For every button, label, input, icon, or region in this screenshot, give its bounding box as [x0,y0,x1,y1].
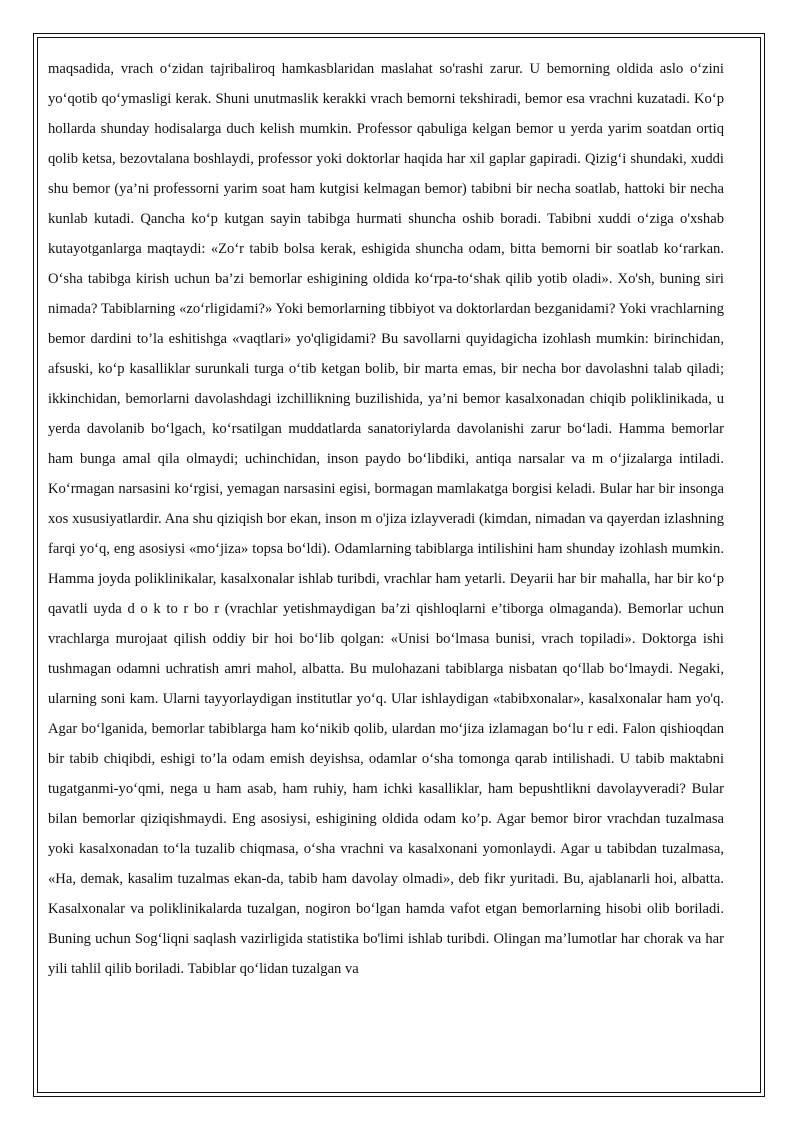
body-text: maqsadida, vrach o‘zidan tajribaliroq hamkasblaridan maslahat so'rashi zarur. U bemorning oldida aslo o‘zini yo‘qotib qo‘ymasligi kerak. Shuni unutmaslik kerakki vrach bemorni tekshiradi, bemor esa vrachni kuzatadi. Ko‘p hollarda shunday hodisalarga duch kelish mumkin. Professor qabuliga kelgan bemor u yerda yarim soatdan ortiq qolib ketsa, bezovtalana boshlaydi, professor yoki doktorlar haqida har xil gaplar gapiradi. Qizig‘i shundaki, xuddi shu bemor (ya’ni professorni yarim soat ham kutgisi kelmagan bemor) tabibni bir necha soatlab, hattoki bir necha kunlab kutadi. Qancha ko‘p kutgan sayin tabibga hurmati shuncha oshib boradi. Tabibni xuddi o‘ziga o'xshab kutayotganlarga maqtaydi: «Zo‘r tabib bolsa kerak, eshigida shuncha odam, bitta bemorni bir soatlab ko‘rarkan. O‘sha tabibga kirish uchun ba’zi bemorlar eshigining oldida ko‘rpa-to‘shak qilib yotib oladi». Xo'sh, buning siri nimada? Tabiblarning «zo‘rligidami?» Yoki bemorlarning tibbiyot va doktorlardan bezganidami? Yoki vrachlarning bemor dardini to’la eshitishga «vaqtlari» yo'qligidami? Bu savollarni quyidagicha izohlash mumkin: birinchidan, afsuski, ko‘p kasalliklar surunkali turga o‘tib ketgan bolib, bir marta emas, bir necha bor davolashni talab qiladi; ikkinchidan, bemorlarni davolashdagi izchillikning buzilishida, ya’ni bemor kasalxonadan chiqib poliklinikada, u yerda davolanib bo‘lgach, ko‘rsatilgan muddatlarda sanatoriylarda davolanishi zarur bo‘ladi. Hamma bemorlar ham bunga amal qila olmaydi; uchinchidan, inson paydo bo‘libdiki, antiqa narsalar va m o‘jizalarga intiladi. Ko‘rmagan narsasini ko‘rgisi, yemagan narsasini egisi, bormagan mamlakatga borgisi keladi. Bular har bir insonga xos xususiyatlardir. Ana shu qiziqish bor ekan, inson m o'jiza izlayveradi (kimdan, nimadan va qayerdan izlashning farqi yo‘q, eng asosiysi «mo‘jiza» topsa bo‘ldi). Odamlarning tabiblarga intilishini ham shunday izohlash mumkin. Hamma joyda poliklinikalar, kasalxonalar ishlab turibdi, vrachlar ham yetarli. Deyarii har bir mahalla, har bir ko‘p qavatli uyda d o k to r bo r (vrachlar yetishmaydigan ba’zi qishloqlarni e’tiborga olmaganda). Bemorlar uchun vrachlarga murojaat qilish oddiy bir hoi bo‘lib qolgan: «Unisi bo‘lmasa bunisi, vrach topiladi». Doktorga ishi tushmagan odamni uchratish amri mahol, albatta. Bu mulohazani tabiblarga nisbatan qo‘llab bo‘lmaydi. Negaki, ularning soni kam. Ularni tayyorlaydigan institutlar yo‘q. Ular ishlaydigan «tabibxonalar», kasalxonalar ham yo'q. Agar bo‘lganida, bemorlar tabiblarga ham ko‘nikib qolib, ulardan mo‘jiza izlamagan bo‘lu r edi. Falon qishioqdan bir tabib chiqibdi, eshigi to’la odam emish deyishsa, odamlar o‘sha tomonga qarab intilishadi. U tabib maktabni tugatganmi-yo‘qmi, nega u ham asab, ham ruhiy, ham ichki kasalliklar, ham bepushtlikni davolayveradi? Bular bilan bemorlar qiziqishmaydi. Eng asosiysi, eshigining oldida odam ko’p. Agar bemor biror vrachdan tuzalmasa yoki kasalxonadan to‘la tuzalib chiqmasa, o‘sha vrachni va kasalxonani yomonlaydi. Agar u tabibdan tuzalmasa, «Ha, demak, kasalim tuzalmas ekan-da, tabib ham davolay olmadi», deb fikr yuritadi. Bu, ajablanarli hoi, albatta. Kasalxonalar va poliklinikalarda tuzalgan, nogiron bo‘lgan hamda vafot etgan bemorlarning hisobi olib boriladi. Buning uchun Sog‘liqni saqlash vazirligida statistika bo'limi ishlab turibdi. Olingan ma’lumotlar har chorak va har yili tahlil qilib boriladi. Tabiblar qo‘lidan tuzalgan va [48,61,724,977]
